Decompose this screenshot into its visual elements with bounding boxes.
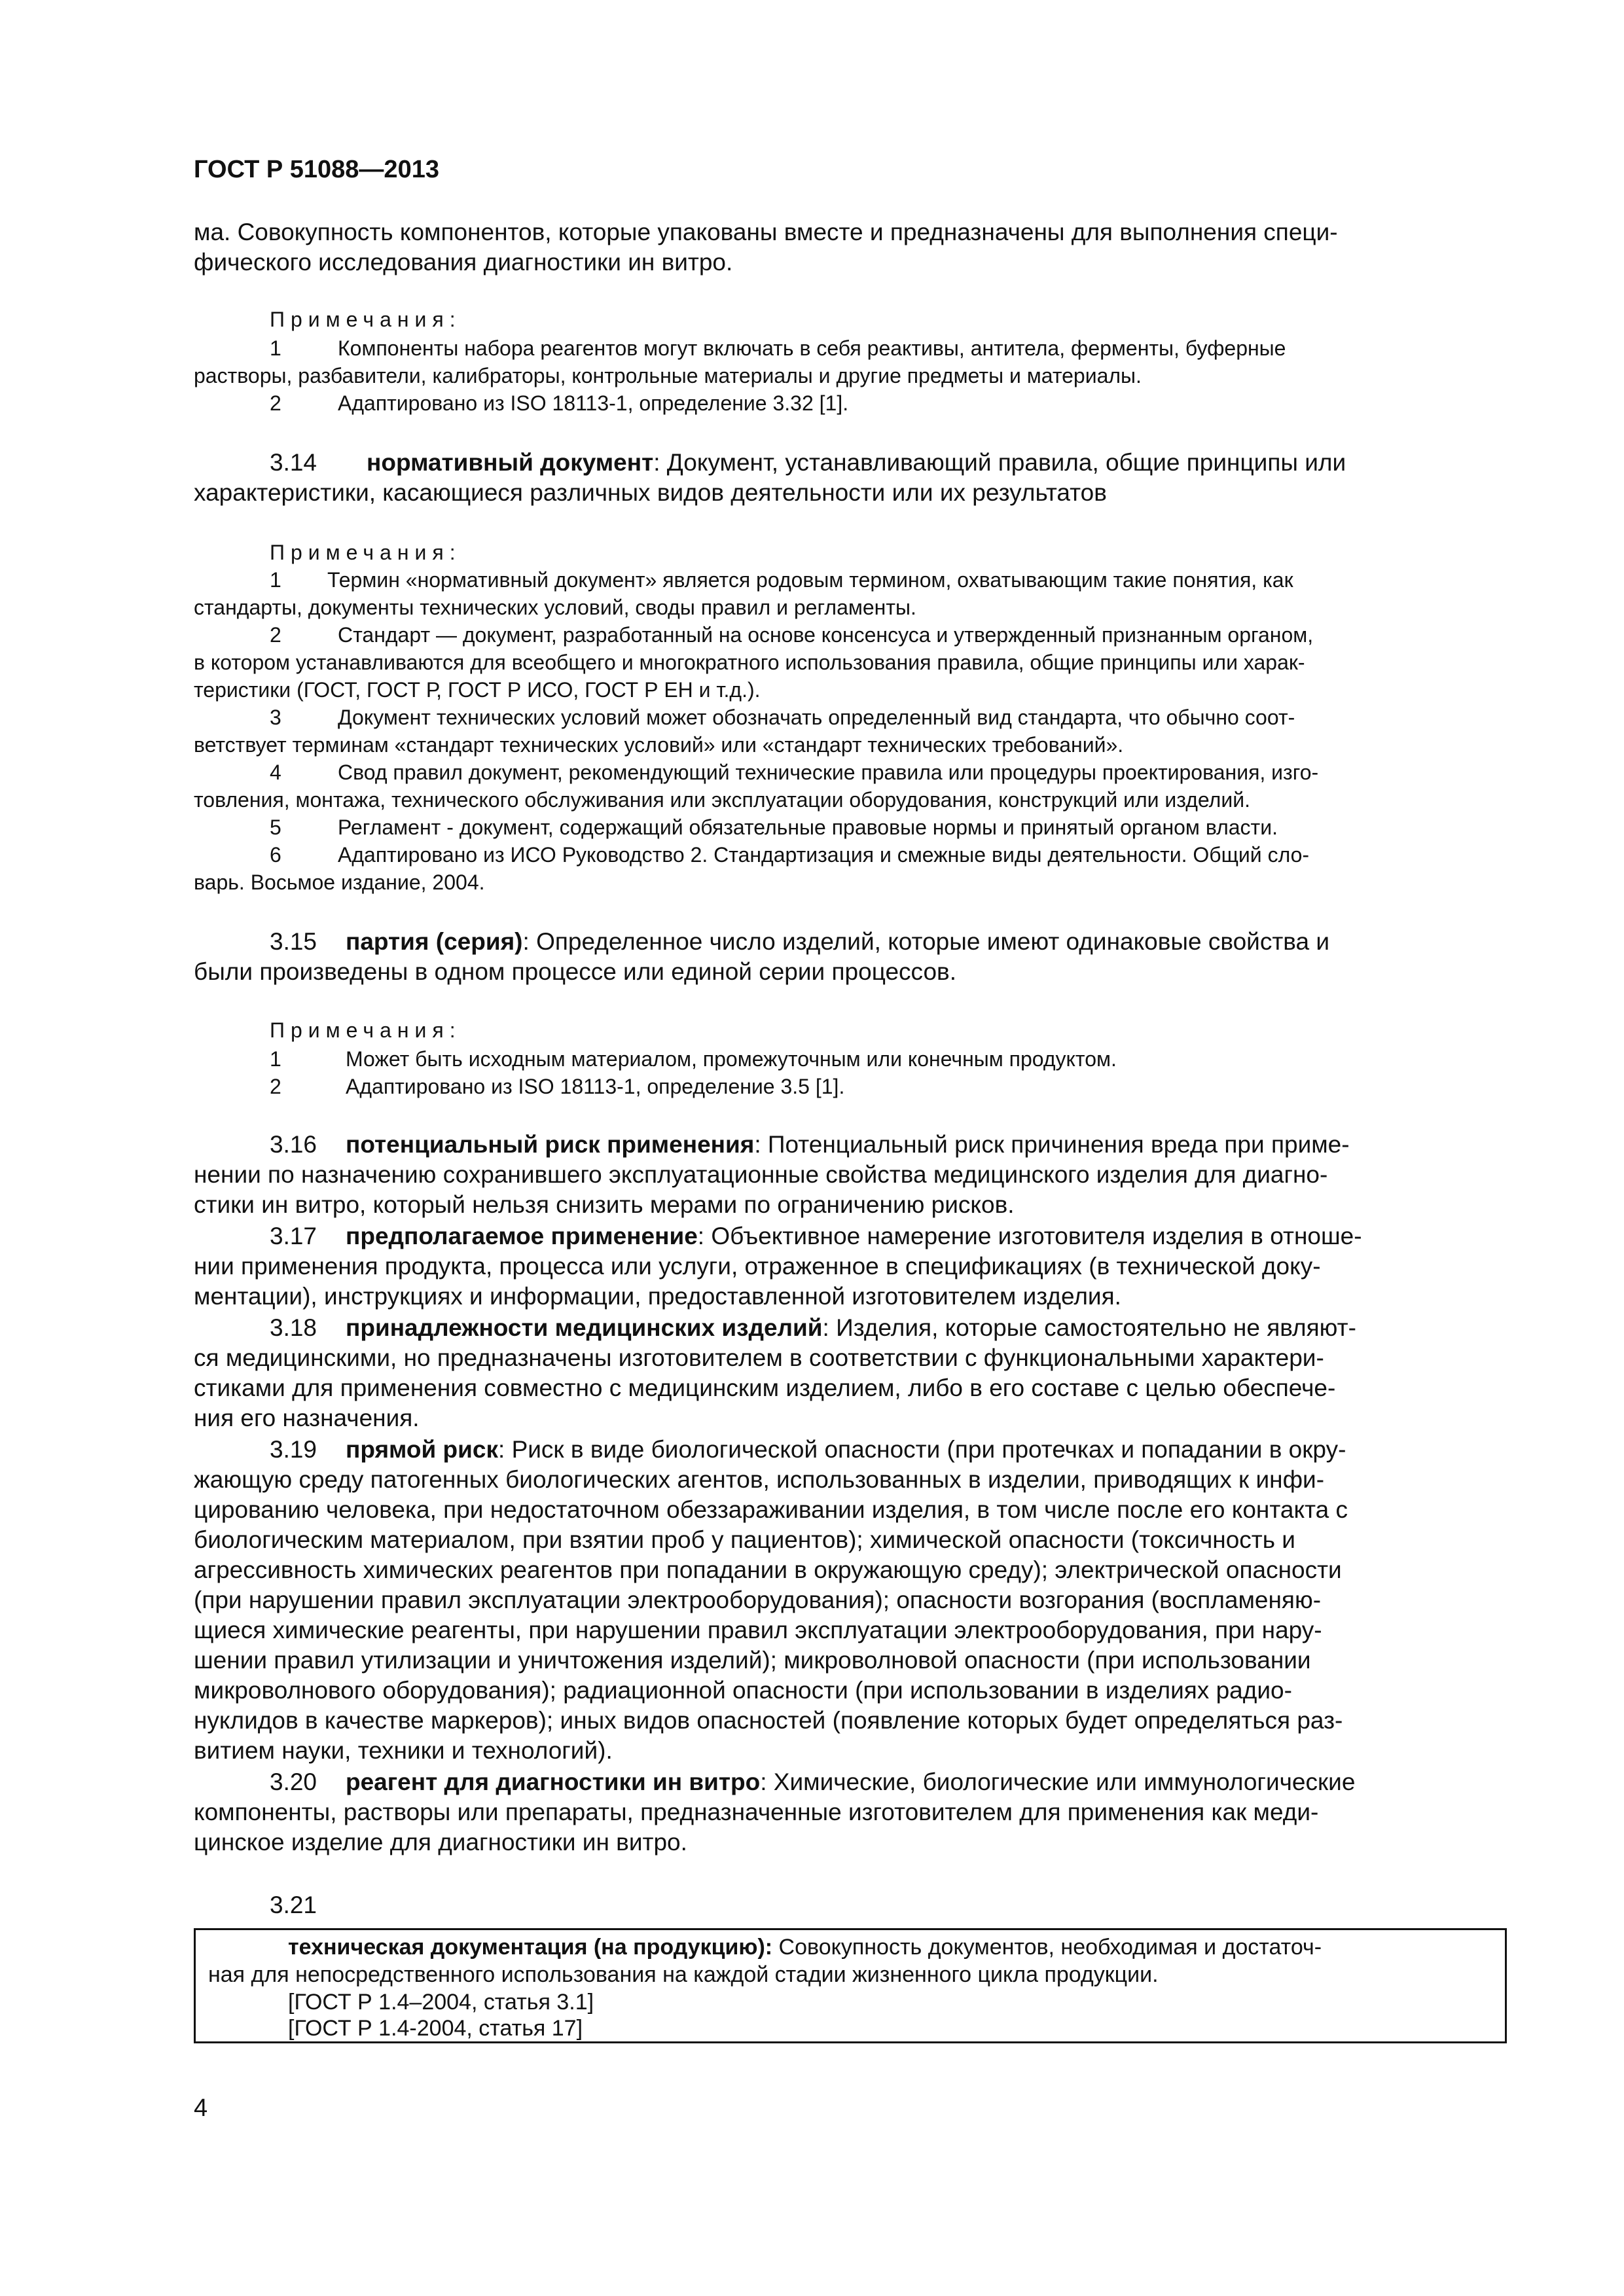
- term-title: предполагаемое применение: [346, 1223, 698, 1249]
- term-definition: Совокупность документов, необходимая и достаточ-: [772, 1935, 1322, 1960]
- term-number: 3.14: [270, 449, 317, 476]
- term-definition: ния его назначения.: [194, 1405, 420, 1431]
- term-definition: характеристики, касающиеся различных видов деятельности или их результатов: [194, 479, 1107, 506]
- term-definition: : Потенциальный риск причинения вреда при приме-: [754, 1131, 1350, 1158]
- term-definition: цированию человека, при недостаточном обеззараживании изделия, в том числе после его контакта с: [194, 1496, 1348, 1523]
- term-definition: шении правил утилизации и уничтожения изделий); микроволновой опасности (при использовании: [194, 1647, 1311, 1674]
- note-text: Адаптировано из ИСО Руководство 2. Стандартизация и смежные виды деятельности. Общий сло-: [338, 843, 1310, 867]
- note-text: Свод правил документ, рекомендующий технические правила или процедуры проектирования, изго-: [338, 761, 1319, 784]
- notes-label: Примечания:: [270, 1018, 461, 1042]
- reference-1: [ГОСТ Р 1.4–2004, статья 3.1]: [288, 1990, 594, 2015]
- term-definition: агрессивность химических реагентов при попадании в окружающую среду); электрической опасности: [194, 1556, 1342, 1583]
- document-code-header: ГОСТ Р 51088—2013: [194, 156, 439, 183]
- term-entry-3-20: [270, 1768, 1355, 1796]
- term-title: прямой риск: [346, 1436, 499, 1463]
- term-definition: нуклидов в качестве маркеров); иных видов опасностей (появление которых будет определяться раз-: [194, 1707, 1343, 1734]
- page-number: 4: [194, 2094, 208, 2122]
- term-definition: микроволнового оборудования); радиационной опасности (при использовании в изделиях радио-: [194, 1677, 1292, 1704]
- note-number: 5: [270, 816, 281, 839]
- note-text: Термин «нормативный документ» является родовым термином, охватывающим такие понятия, как: [327, 568, 1293, 592]
- note-text: ветствует терминам «стандарт технических условий» или «стандарт технических требований».: [194, 733, 1124, 757]
- term-entry-3-15: [270, 928, 1329, 956]
- note-number: 1: [270, 1047, 281, 1071]
- term-number: 3.15: [270, 928, 317, 955]
- note-text: теристики (ГОСТ, ГОСТ Р, ГОСТ Р ИСО, ГОСТ Р ЕН и т.д.).: [194, 678, 761, 702]
- note-number: 3: [270, 706, 281, 729]
- term-title: нормативный документ: [367, 449, 654, 476]
- note-text: Может быть исходным материалом, промежуточным или конечным продуктом.: [346, 1047, 1117, 1071]
- notes-label: Примечания:: [270, 308, 461, 331]
- note-text: товления, монтажа, технического обслуживания или эксплуатации оборудования, конструкций или изделий.: [194, 788, 1250, 812]
- term-number: 3.21: [270, 1892, 317, 1918]
- term-definition: были произведены в одном процессе или единой серии процессов.: [194, 958, 956, 985]
- term-title: техническая документация (на продукцию):: [288, 1935, 773, 1960]
- note-text: стандарты, документы технических условий, своды правил и регламенты.: [194, 596, 916, 619]
- term-definition: витием науки, техники и технологий).: [194, 1737, 613, 1764]
- term-definition: : Объективное намерение изготовителя изделия в отноше-: [697, 1223, 1362, 1249]
- term-definition: ментации), инструкциях и информации, предоставленной изготовителем изделия.: [194, 1283, 1121, 1310]
- term-definition: : Документ, устанавливающий правила, общие принципы или: [653, 449, 1346, 476]
- term-entry-3-17: [270, 1223, 1362, 1250]
- term-number: 3.16: [270, 1131, 317, 1158]
- term-definition: : Риск в виде биологической опасности (при протечках и попадании в окру-: [498, 1436, 1346, 1463]
- note-text: Документ технических условий может обозначать определенный вид стандарта, что обычно соот-: [338, 706, 1295, 729]
- term-title: принадлежности медицинских изделий: [346, 1314, 823, 1341]
- term-definition: : Изделия, которые самостоятельно не являют-: [822, 1314, 1356, 1341]
- term-title: реагент для диагностики ин витро: [346, 1768, 761, 1795]
- term-definition: жающую среду патогенных биологических агентов, использованных в изделии, приводящих к инфи-: [194, 1466, 1325, 1493]
- note-text: Стандарт — документ, разработанный на основе консенсуса и утвержденный признанным органом,: [338, 623, 1314, 647]
- reference-2: [ГОСТ Р 1.4-2004, статья 17]: [288, 2016, 583, 2041]
- note-number: 2: [270, 623, 281, 647]
- note-text: варь. Восьмое издание, 2004.: [194, 870, 485, 894]
- term-number: 3.18: [270, 1314, 317, 1341]
- intro-line-2: фического исследования диагностики ин витро.: [194, 249, 733, 276]
- term-title: партия (серия): [346, 928, 523, 955]
- note-number: 2: [270, 1075, 281, 1098]
- term-definition: нении по назначению сохранившего эксплуатационные свойства медицинского изделия для диагно-: [194, 1161, 1328, 1188]
- term-definition: нии применения продукта, процесса или услуги, отраженное в спецификациях (в технической доку-: [194, 1253, 1321, 1280]
- term-definition: стиками для применения совместно с медицинским изделием, либо в его составе с целью обеспече-: [194, 1374, 1336, 1401]
- note-number: 1: [270, 568, 281, 592]
- term-definition: компоненты, растворы или препараты, предназначенные изготовителем для применения как меди-: [194, 1799, 1319, 1825]
- term-number: 3.20: [270, 1768, 317, 1795]
- note-number: 4: [270, 761, 281, 784]
- term-definition: ся медицинскими, но предназначены изготовителем в соответствии с функциональными характери-: [194, 1344, 1324, 1371]
- term-definition: (при нарушении правил эксплуатации электрооборудования); опасности возгорания (воспламеняю-: [194, 1587, 1322, 1613]
- boxed-term-line-2: ная для непосредственного использования на каждой стадии жизненного цикла продукции.: [208, 1962, 1159, 1987]
- term-entry-3-16: [270, 1131, 1350, 1158]
- term-definition: : Химические, биологические или иммунологические: [760, 1768, 1356, 1795]
- term-definition: : Определенное число изделий, которые имеют одинаковые свойства и: [522, 928, 1330, 955]
- term-entry-3-19: [270, 1436, 1346, 1463]
- boxed-term-line-1: [288, 1935, 1322, 1960]
- note-text: Регламент - документ, содержащий обязательные правовые нормы и принятый органом власти.: [338, 816, 1278, 839]
- term-definition: щиеся химические реагенты, при нарушении правил эксплуатации электрооборудования, при нару-: [194, 1617, 1322, 1643]
- note-text: Адаптировано из ISO 18113-1, определение 3.32 [1].: [338, 391, 849, 415]
- note-text: в котором устанавливаются для всеобщего и многократного использования правила, общие принципы или харак-: [194, 651, 1305, 674]
- note-number: 1: [270, 336, 281, 360]
- term-number: 3.17: [270, 1223, 317, 1249]
- note-text: растворы, разбавители, калибраторы, контрольные материалы и другие предметы и материалы.: [194, 364, 1142, 387]
- note-number: 6: [270, 843, 281, 867]
- term-entry-3-14: [270, 449, 1346, 476]
- term-entry-3-18: [270, 1314, 1356, 1342]
- intro-line-1: ма. Совокупность компонентов, которые упакованы вместе и предназначены для выполнения специ-: [194, 219, 1338, 245]
- term-title: потенциальный риск применения: [346, 1131, 755, 1158]
- term-definition: стики ин витро, который нельзя снизить мерами по ограничению рисков.: [194, 1191, 1015, 1218]
- note-text: Компоненты набора реагентов могут включать в себя реактивы, антитела, ферменты, буферные: [338, 336, 1286, 360]
- note-text: Адаптировано из ISO 18113-1, определение 3.5 [1].: [346, 1075, 845, 1098]
- term-number: 3.19: [270, 1436, 317, 1463]
- term-definition: биологическим материалом, при взятии проб у пациентов); химической опасности (токсичность и: [194, 1526, 1295, 1553]
- notes-label: Примечания:: [270, 541, 461, 564]
- note-number: 2: [270, 391, 281, 415]
- term-definition: цинское изделие для диагностики ин витро.: [194, 1829, 687, 1856]
